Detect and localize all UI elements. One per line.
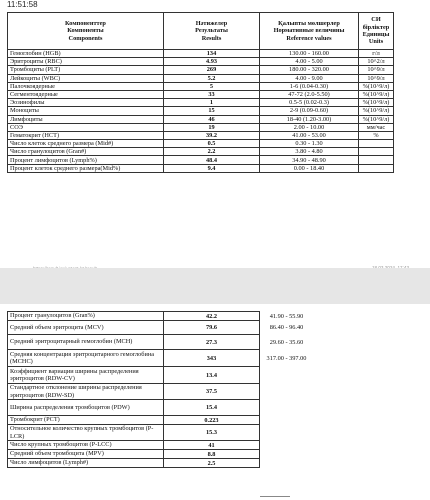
unit-value: 10^2/л: [359, 58, 394, 66]
component-name: Эритроциты (RBC): [8, 58, 164, 66]
reference-range: [260, 384, 314, 400]
unit-value: %(10^9/л): [359, 99, 394, 107]
component-name: Коэффициент вариации ширины распределения эритроцитов (RDW-CV): [8, 367, 164, 384]
component-name: Лейкоциты (WBC): [8, 74, 164, 82]
result-value: 15.4: [164, 400, 260, 416]
result-value: 4.93: [164, 58, 260, 66]
result-value: 2.2: [164, 148, 260, 156]
result-value: 13.4: [164, 367, 260, 384]
reference-range: 4.00 - 9.00: [260, 74, 359, 82]
unit-value: [359, 140, 394, 148]
table-row: [8, 58, 394, 66]
result-value: 5: [164, 82, 260, 90]
unit-value: мм/час: [359, 123, 394, 131]
result-value: 15.3: [164, 425, 260, 441]
reference-range: [260, 459, 314, 468]
table-row: [8, 425, 314, 441]
component-name: Стандартное отклонение ширины распределения эритроцитов (RDW-SD): [8, 384, 164, 400]
result-value: 46: [164, 115, 260, 123]
component-name: Палочкоядерные: [8, 82, 164, 90]
table-row: [8, 367, 314, 384]
reference-range: 1-6 (0.04-0.30): [260, 82, 359, 90]
result-value: 15: [164, 107, 260, 115]
result-value: 9.4: [164, 164, 260, 172]
component-name: Средний объем эритроцита (MCV): [8, 321, 164, 335]
page-bottom-mark: [260, 494, 290, 499]
component-name: СОЭ: [8, 123, 164, 131]
table-row: [8, 350, 314, 367]
component-name: Число крупных тромбоцитов (P-LCC): [8, 441, 164, 450]
table-row: [8, 66, 394, 74]
reference-range: [260, 416, 314, 425]
reference-range: 41.90 - 55.90: [269, 312, 304, 320]
reference-range: [260, 367, 314, 384]
result-value: 39.2: [164, 131, 260, 139]
component-name: Процент клеток среднего размера(Mid%): [8, 164, 164, 172]
table-row: [8, 82, 394, 90]
header-results: Нәтижелер Результаты Results: [164, 13, 260, 50]
reference-range: 0.5-5 (0.02-0.3): [260, 99, 359, 107]
table-row: [8, 459, 314, 468]
header-reference: Қалыпты мөлшерлер Нормативные величины Reference values: [260, 13, 359, 50]
table-row: [8, 107, 394, 115]
result-value: 134: [164, 50, 260, 58]
table-row: [8, 140, 394, 148]
reference-range: 47-72 (2.0-5.50): [260, 90, 359, 98]
results-table-page-1: [7, 12, 394, 173]
table-row: [8, 99, 394, 107]
component-name: Число клеток среднего размера (Mid#): [8, 140, 164, 148]
unit-value: %(10^9/л): [359, 82, 394, 90]
result-value: 79.6: [164, 321, 260, 335]
table-row: [8, 115, 394, 123]
unit-value: [359, 148, 394, 156]
page-separator: [0, 268, 430, 304]
table-row: [8, 416, 314, 425]
table-row: [8, 123, 394, 131]
reference-range: 3.80 - 4.80: [260, 148, 359, 156]
result-value: 8.8: [164, 450, 260, 459]
unit-value: %(10^9/л): [359, 90, 394, 98]
table-row: [8, 384, 314, 400]
result-value: 343: [164, 350, 260, 367]
result-value: 42.2: [164, 312, 260, 321]
component-name: Процент гранулоцитов (Gran%): [8, 312, 164, 321]
reference-range: 29.60 - 35.60: [269, 338, 304, 346]
component-name: Гематокрит (HCT): [8, 131, 164, 139]
component-name: Число лимфоцитов (Lymph#): [8, 459, 164, 468]
table-row: [8, 90, 394, 98]
reference-range: 130.00 - 160.00: [260, 50, 359, 58]
time-label: 11:51:58: [7, 0, 38, 9]
component-name: Средняя концентрация эритроцитарного гемоглобина (MCHC): [8, 350, 164, 367]
result-value: 0.223: [164, 416, 260, 425]
table-row: [8, 441, 314, 450]
result-value: 19: [164, 123, 260, 131]
reference-range: 317.00 - 397.00: [266, 354, 307, 362]
unit-value: %(10^9/л): [359, 107, 394, 115]
unit-value: 10^9/л: [359, 66, 394, 74]
table-row: [8, 312, 314, 321]
reference-range: 0.30 - 1.30: [260, 140, 359, 148]
unit-value: г/л: [359, 50, 394, 58]
result-value: 37.5: [164, 384, 260, 400]
table-row: [8, 131, 394, 139]
component-name: Лимфоциты: [8, 115, 164, 123]
result-value: 41: [164, 441, 260, 450]
reference-range: 0.00 - 18.40: [260, 164, 359, 172]
table-row: [8, 450, 314, 459]
result-value: 27.3: [164, 335, 260, 350]
header-components: Компоненттер Компоненты Components: [8, 13, 164, 50]
unit-value: [359, 164, 394, 172]
unit-value: 10^9/л: [359, 74, 394, 82]
component-name: Тромбоциты (PLT): [8, 66, 164, 74]
reference-range: 4.00 - 5.00: [260, 58, 359, 66]
reference-range: 86.40 - 96.40: [269, 324, 304, 331]
unit-value: %: [359, 131, 394, 139]
header-units: СИ бірліктер Единицы Units: [359, 13, 394, 50]
result-value: 5.2: [164, 74, 260, 82]
reference-range: 18-40 (1.20-3.00): [260, 115, 359, 123]
unit-value: %(10^9/л): [359, 115, 394, 123]
table-row: [8, 74, 394, 82]
component-name: Относительное количество крупных тромбоцитов (P-LCR): [8, 425, 164, 441]
component-name: Число гранулоцитов (Gran#): [8, 148, 164, 156]
unit-value: [359, 156, 394, 164]
result-value: 1: [164, 99, 260, 107]
component-name: Сегментоядерные: [8, 90, 164, 98]
component-name: Средний объем тромбоцита (MPV): [8, 450, 164, 459]
table-row: [8, 321, 314, 335]
component-name: Эозинофилы: [8, 99, 164, 107]
reference-range: 41.00 - 53.00: [260, 131, 359, 139]
result-value: 269: [164, 66, 260, 74]
table-row: [8, 400, 314, 416]
table-row: [8, 335, 314, 350]
reference-range: [260, 441, 314, 450]
reference-range: 180.00 - 320.00: [260, 66, 359, 74]
result-value: 2.5: [164, 459, 260, 468]
result-value: 0.5: [164, 140, 260, 148]
reference-range: [260, 425, 314, 441]
result-value: 48.4: [164, 156, 260, 164]
table-header-row: [8, 13, 394, 50]
component-name: Средний эритроцитарный гемоглобин (MCH): [8, 335, 164, 350]
reference-range: [260, 450, 314, 459]
table-row: [8, 148, 394, 156]
reference-range: 2-9 (0.09-0.60): [260, 107, 359, 115]
results-table-page-2: [7, 311, 314, 468]
table-row: [8, 50, 394, 58]
reference-range: 34.90 - 48.90: [260, 156, 359, 164]
table-row: [8, 164, 394, 172]
component-name: Тромбокрит (PCT): [8, 416, 164, 425]
component-name: Гемоглобин (HGB): [8, 50, 164, 58]
result-value: 33: [164, 90, 260, 98]
reference-range: 2.00 - 10.00: [260, 123, 359, 131]
reference-range: [260, 400, 314, 416]
component-name: Моноциты: [8, 107, 164, 115]
table-row: [8, 156, 394, 164]
component-name: Процент лимфоцитов (Lymph%): [8, 156, 164, 164]
component-name: Ширина распределения тромбоцитов (PDW): [8, 400, 164, 416]
